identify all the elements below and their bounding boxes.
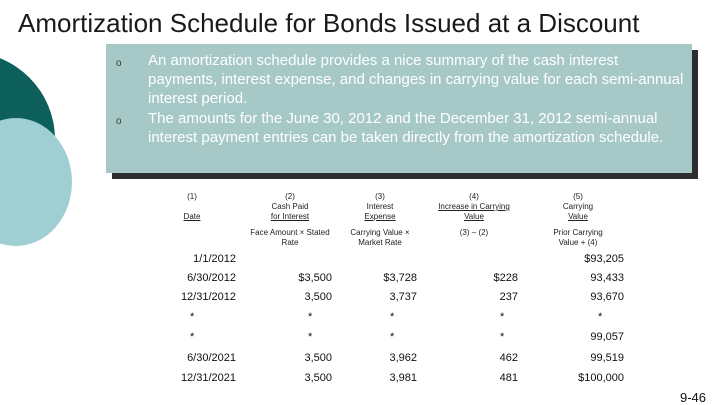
row0-carrying: $93,205 (584, 253, 624, 265)
row2-cash: 3,500 (304, 291, 332, 303)
col5-label-line1: Carrying (562, 202, 594, 211)
row0-date: 1/1/2012 (193, 253, 236, 265)
row3-interest: * (390, 311, 395, 323)
col2-label-line2: for Interest (270, 212, 310, 221)
row3-carrying: * (598, 311, 603, 323)
row1-interest: $3,728 (383, 272, 417, 284)
row6-interest: 3,981 (389, 372, 417, 384)
decorative-light-circle (0, 118, 72, 246)
col3-label-line2: Expense (364, 212, 396, 221)
col5-number: (5) (573, 192, 583, 201)
row3-increase: * (500, 311, 505, 323)
row5-increase: 462 (499, 352, 518, 364)
row2-interest: 3,737 (389, 291, 417, 303)
bullet-marker-1: o (116, 58, 122, 69)
col1-label: Date (183, 212, 201, 221)
row1-cash: $3,500 (298, 272, 332, 284)
row4-carrying: 99,057 (590, 331, 624, 343)
row4-increase: * (500, 331, 505, 343)
col2-formula-line1: Face Amount × Stated (250, 228, 330, 237)
row5-cash: 3,500 (304, 352, 332, 364)
row2-date: 12/31/2012 (180, 291, 236, 303)
col3-number: (3) (375, 192, 385, 201)
col2-label-line1: Cash Paid (271, 202, 309, 211)
col3-label-line1: Interest (366, 202, 394, 211)
col2-number: (2) (285, 192, 295, 201)
row5-date: 6/30/2021 (187, 352, 236, 364)
col4-formula-line1: (3) – (2) (459, 228, 489, 237)
bullet-text-1: An amortization schedule provides a nice summary of the cash interest payments, interest expense, and changes in carrying value for each semi-annual interest period. (148, 52, 684, 107)
row4-date: * (190, 331, 195, 343)
bullet-marker-2: o (116, 116, 122, 127)
row6-carrying: $100,000 (578, 372, 624, 384)
col3-formula-line2: Market Rate (358, 238, 402, 247)
row2-carrying: 93,670 (590, 291, 624, 303)
col5-label-line2: Value (568, 212, 588, 221)
row2-increase: 237 (499, 291, 518, 303)
row5-interest: 3,962 (389, 352, 417, 364)
row4-cash: * (308, 331, 313, 343)
col4-number: (4) (469, 192, 479, 201)
row4-interest: * (390, 331, 395, 343)
col5-formula-line1: Prior Carrying (553, 228, 603, 237)
row1-increase: $228 (493, 272, 518, 284)
col4-label-line2: Value (464, 212, 484, 221)
bullet-text-2: The amounts for the June 30, 2012 and the December 31, 2012 semi-annual interest payment entries can be taken directly from the amortization schedule. (148, 110, 664, 146)
slide-title: Amortization Schedule for Bonds Issued at a Discount (18, 8, 640, 38)
col2-formula-line2: Rate (281, 238, 299, 247)
col1-number: (1) (187, 192, 197, 201)
col5-formula-line2: Value + (4) (558, 238, 598, 247)
page-number: 9-46 (679, 390, 706, 405)
row1-carrying: 93,433 (590, 272, 624, 284)
col3-formula-line1: Carrying Value × (350, 228, 410, 237)
row6-increase: 481 (499, 372, 518, 384)
row6-date: 12/31/2021 (180, 372, 236, 384)
row3-cash: * (308, 311, 313, 323)
row1-date: 6/30/2012 (187, 272, 236, 284)
row3-date: * (190, 311, 195, 323)
col4-label-line1: Increase in Carrying (438, 202, 510, 211)
row5-carrying: 99,519 (590, 352, 624, 364)
row6-cash: 3,500 (304, 372, 332, 384)
